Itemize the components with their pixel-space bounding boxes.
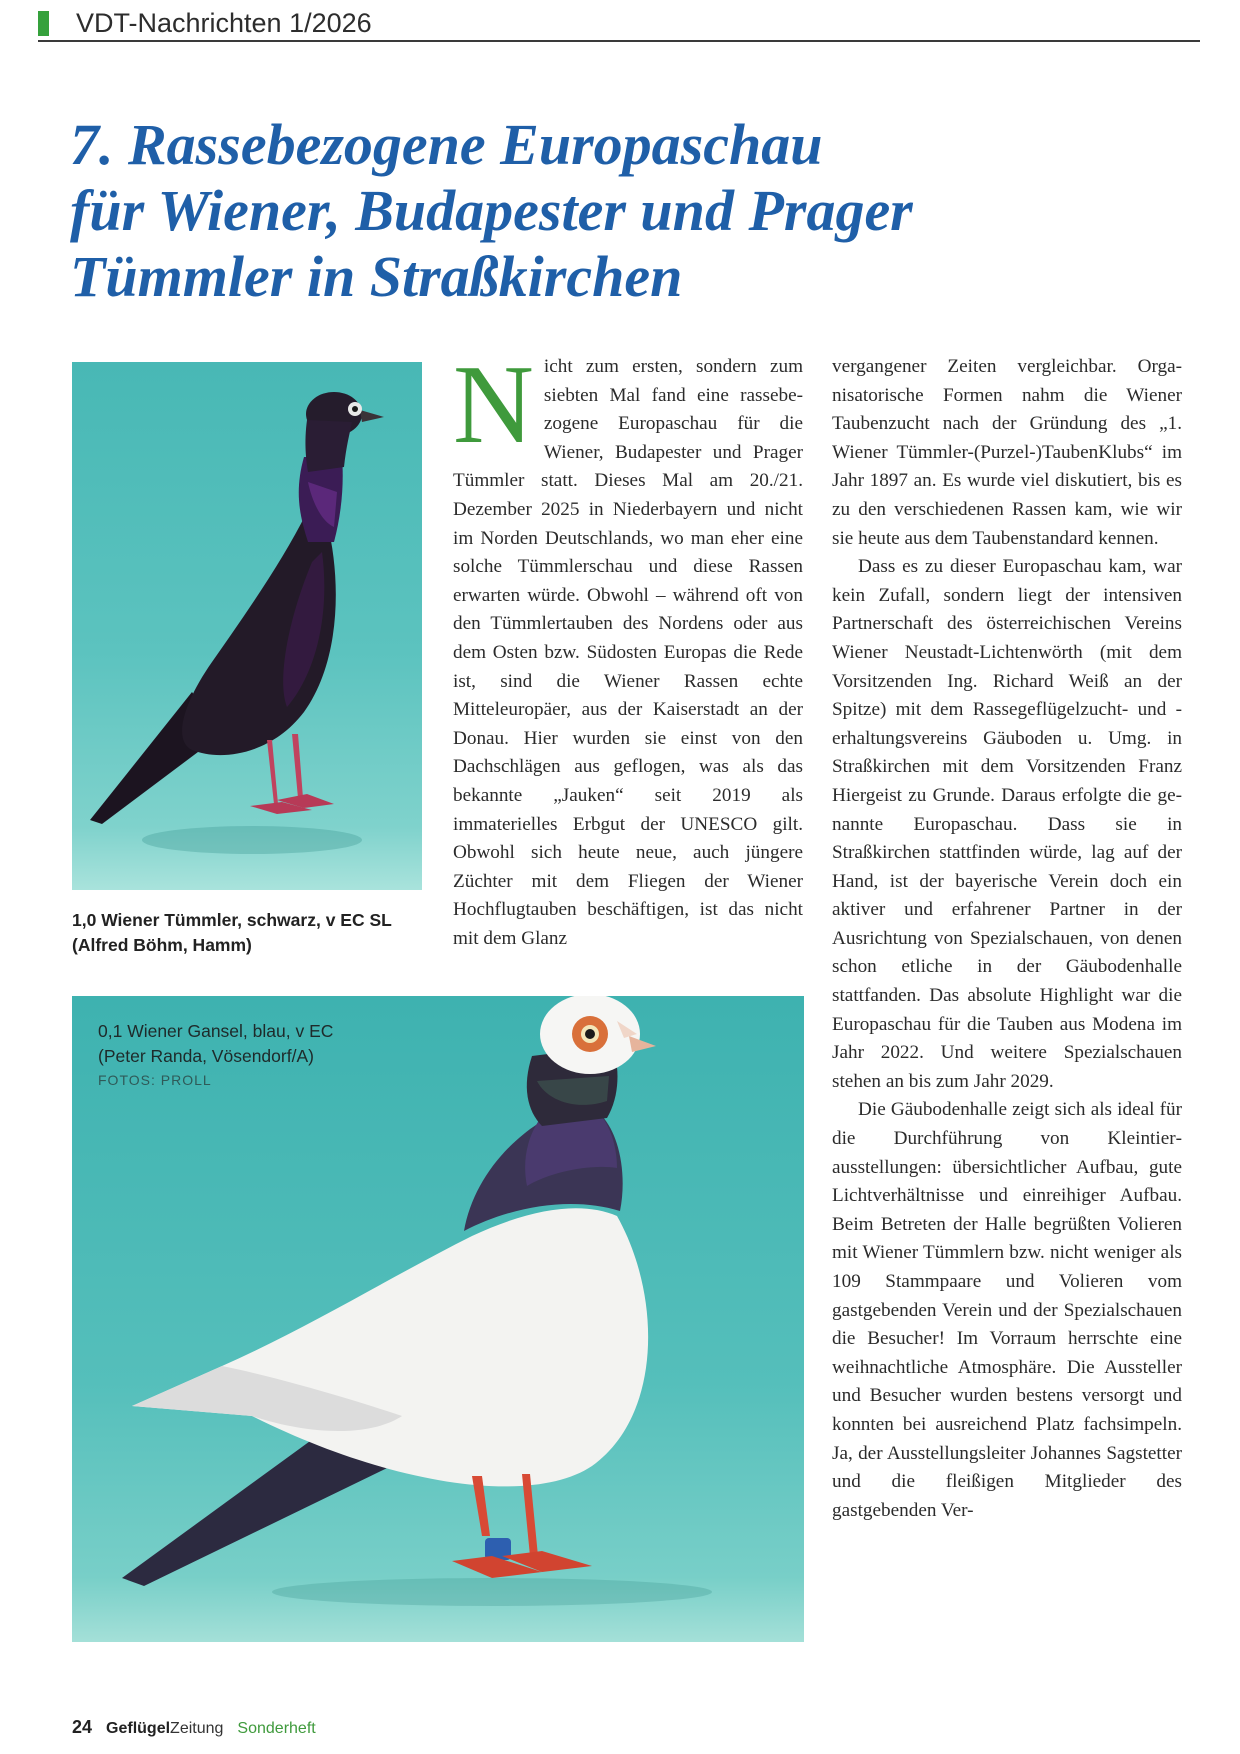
article-column-3 (832, 353, 1182, 1525)
green-accent-bar (38, 11, 49, 36)
running-title: VDT-Nachrichten 1/2026 (76, 8, 372, 38)
page-header (38, 6, 1200, 42)
article-title (70, 112, 1170, 310)
white-blue-gansel-pigeon-photo (72, 996, 804, 1642)
paragraph: Die Gäubodenhalle zeigt sich als ideal für die Durchführung von Kleintierausstellungen: übersichtlicher Aufbau, gute Lichtverhältnisse und einreihiger Aufbau. Beim Betreten der Halle begrüßten Volieren mit Wiener Tümmlern bzw. nicht weniger als 109 Stammpaare und Volieren vom gastgebenden Verein und der Spezialschauen die Besucher! Im Vorraum herrschte eine weihnachtliche Atmosphäre. Die Aussteller und Besucher wurden bestens versorgt und konnten bei ausreichend Platz fachsimpeln. Ja, der Ausstellungsleiter Johannes Sagstetter und die fleißigen Mitglieder des gastgebenden Ver- (832, 1099, 1182, 1521)
publication-name-bold: Geflügel (106, 1720, 171, 1737)
black-tumbler-pigeon-photo (72, 362, 422, 890)
title-line-3: Tümmler in Straßkirchen (70, 244, 683, 309)
photo1-caption-line-1: 1,0 Wiener Tümmler, schwarz, v EC SL (72, 910, 392, 930)
photo1-caption (72, 908, 432, 958)
photo2-caption-line-1: 0,1 Wiener Gansel, blau, v EC (98, 1021, 334, 1041)
photo1-caption-line-2: (Alfred Böhm, Hamm) (72, 935, 252, 955)
lead-paragraph-text: icht zum ersten, sondern zum siebten Mal fand eine rassebezogene Europaschau für die Wiener, Budapester und Prager Tümmler statt. Dieses Mal am 20./21. Dezember 2025 in Niederbayern und nicht im Norden Deutschlands, wo man eher eine solche Tümmlerschau und diese Rassen erwarten würde. Obwohl – während oft von den Tümmlertauben des Nordens oder aus dem Osten bzw. Südosten Europas die Rede ist, sind die Wiener Rassen echte Mitteleuropäer, aus der Kaiserstadt an der Donau. Hier wurden sie einst von den Dachschlägen aus geflogen, was als das bekannte „Jauken“ seit 2019 als immaterielles Erbgut der UNESCO gilt. Obwohl sich heute neue, auch jüngere Züchter mit dem Fliegen der Wiener Hochflugtauben beschäftigen, ist das nicht mit dem Glanz (453, 356, 803, 949)
drop-cap: N (453, 343, 534, 467)
publication-name-regular: Zeitung (170, 1720, 224, 1737)
special-issue-label: Sonderheft (237, 1720, 316, 1737)
paragraph: Dass es zu dieser Europaschau kam, war kein Zufall, sondern liegt der intensiven Partnerschaft des österreichischen Vereins Wiener Neustadt-Lichtenwörth (mit dem Vorsitzenden Ing. Richard Weiß an der Spitze) mit dem Rassegeflügelzucht- und -erhaltungsvereins Gäuboden u. Umg. in Straßkirchen mit dem Vorsitzenden Franz Hiergeist zu Grunde. Daraus erfolgte die genannte Europaschau. Dass sie in Straßkirchen stattfinden würde, lag auf der Hand, ist der bayerische Verein doch ein aktiver und erfahrener Partner in der Ausrichtung von Spezialschauen, von denen schon etliche in der Gäubodenhalle stattfanden. Das absolute Highlight war die Europaschau für die Tauben aus Modena im Jahr 2022. Und weitere Spezialschauen stehen an bis zum Jahr 2029. (832, 556, 1182, 1092)
photo2-caption-line-2: (Peter Randa, Vösendorf/A) (98, 1046, 314, 1066)
title-line-1: 7. Rassebezogene Europaschau (70, 112, 823, 177)
photo-credit: FOTOS: PROLL (98, 1072, 212, 1088)
page-number: 24 (72, 1717, 93, 1737)
title-line-2: für Wiener, Budapester und Prager (70, 178, 913, 243)
article-column-2 (453, 343, 803, 953)
lead-paragraph (453, 343, 803, 953)
photo2-caption (98, 1019, 333, 1091)
page-footer (72, 1717, 316, 1738)
paragraph: vergangener Zeiten vergleichbar. Organisatorische Formen nahm die Wiener Taubenzucht nach der Gründung des „1. Wiener Tümmler-(Purzel-)TaubenKlubs“ im Jahr 1897 an. Es wurde viel diskutiert, bis es zu den verschiedenen Rassen kam, wie wir sie heute aus dem Taubenstandard kennen. (832, 356, 1182, 549)
